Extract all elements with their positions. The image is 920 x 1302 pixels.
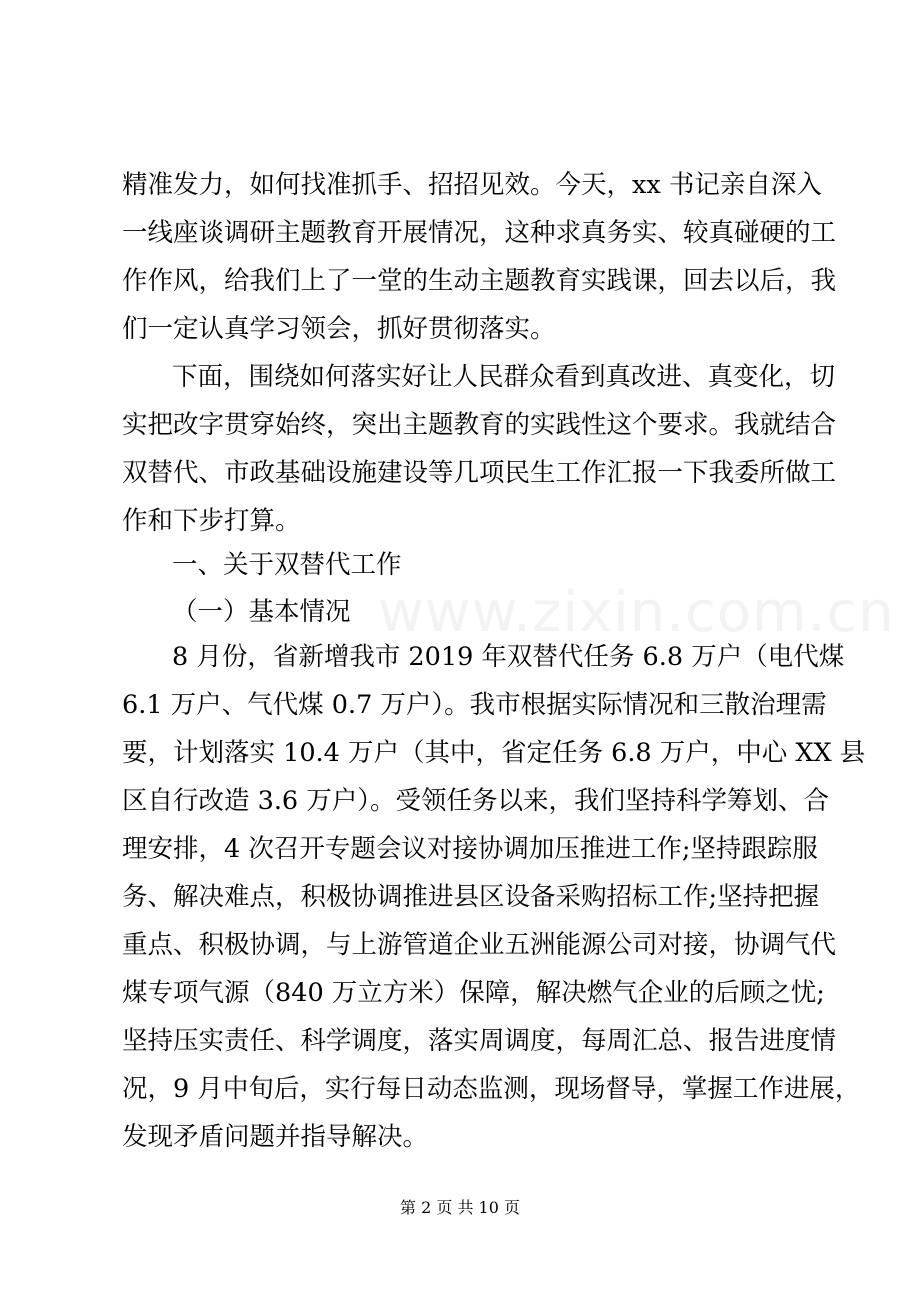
text-line: 下面，围绕如何落实好让人民群众看到真改进、真变化，切	[172, 362, 836, 392]
text-line: 务、解决难点，积极协调推进县区设备采购招标工作;坚持把握	[122, 882, 820, 912]
text-line: 区自行改造 3.6 万户）。受领任务以来，我们坚持科学筹划、合	[122, 786, 830, 816]
text-line: 作和下步打算。	[122, 506, 301, 536]
text-line: 8 月份，省新增我市 2019 年双替代任务 6.8 万户（电代煤	[172, 642, 845, 672]
text-line: 要，计划落实 10.4 万户（其中，省定任务 6.8 万户，中心 XX 县	[122, 738, 866, 768]
watermark: www.zixin.com.cn	[378, 580, 895, 645]
text-line: 理安排，4 次召开专题会议对接协调加压推进工作;坚持跟踪服	[122, 834, 818, 864]
text-line: 重点、积极协调，与上游管道企业五洲能源公司对接，协调气代	[122, 930, 837, 960]
page-number-footer: 第 2 页 共 10 页	[400, 1198, 520, 1217]
text-line: 作作风，给我们上了一堂的生动主题教育实践课，回去以后，我	[122, 266, 837, 296]
text-line: 发现矛盾问题并指导解决。	[122, 1122, 429, 1152]
text-line: 实把改字贯穿始终，突出主题教育的实践性这个要求。我就结合	[122, 410, 837, 440]
text-line: 煤专项气源（840 万立方米）保障，解决燃气企业的后顾之忧;	[122, 978, 825, 1008]
text-line: 一线座谈调研主题教育开展情况，这种求真务实、较真碰硬的工	[122, 218, 837, 248]
text-line: 精准发力，如何找准抓手、招招见效。今天，xx 书记亲自深入	[122, 170, 822, 200]
text-line: 双替代、市政基础设施建设等几项民生工作汇报一下我委所做工	[122, 458, 837, 488]
text-line: 6.1 万户、气代煤 0.7 万户）。我市根据实际情况和三散治理需	[122, 690, 827, 720]
text-line: 坚持压实责任、科学调度，落实周调度，每周汇总、报告进度情	[122, 1026, 837, 1056]
subsection-heading: （一）基本情况	[172, 597, 351, 627]
section-heading: 一、关于双替代工作	[172, 550, 402, 580]
text-line: 们一定认真学习领会，抓好贯彻落实。	[122, 314, 556, 344]
text-line: 况，9 月中旬后，实行每日动态监测，现场督导，掌握工作进展，	[122, 1074, 861, 1104]
